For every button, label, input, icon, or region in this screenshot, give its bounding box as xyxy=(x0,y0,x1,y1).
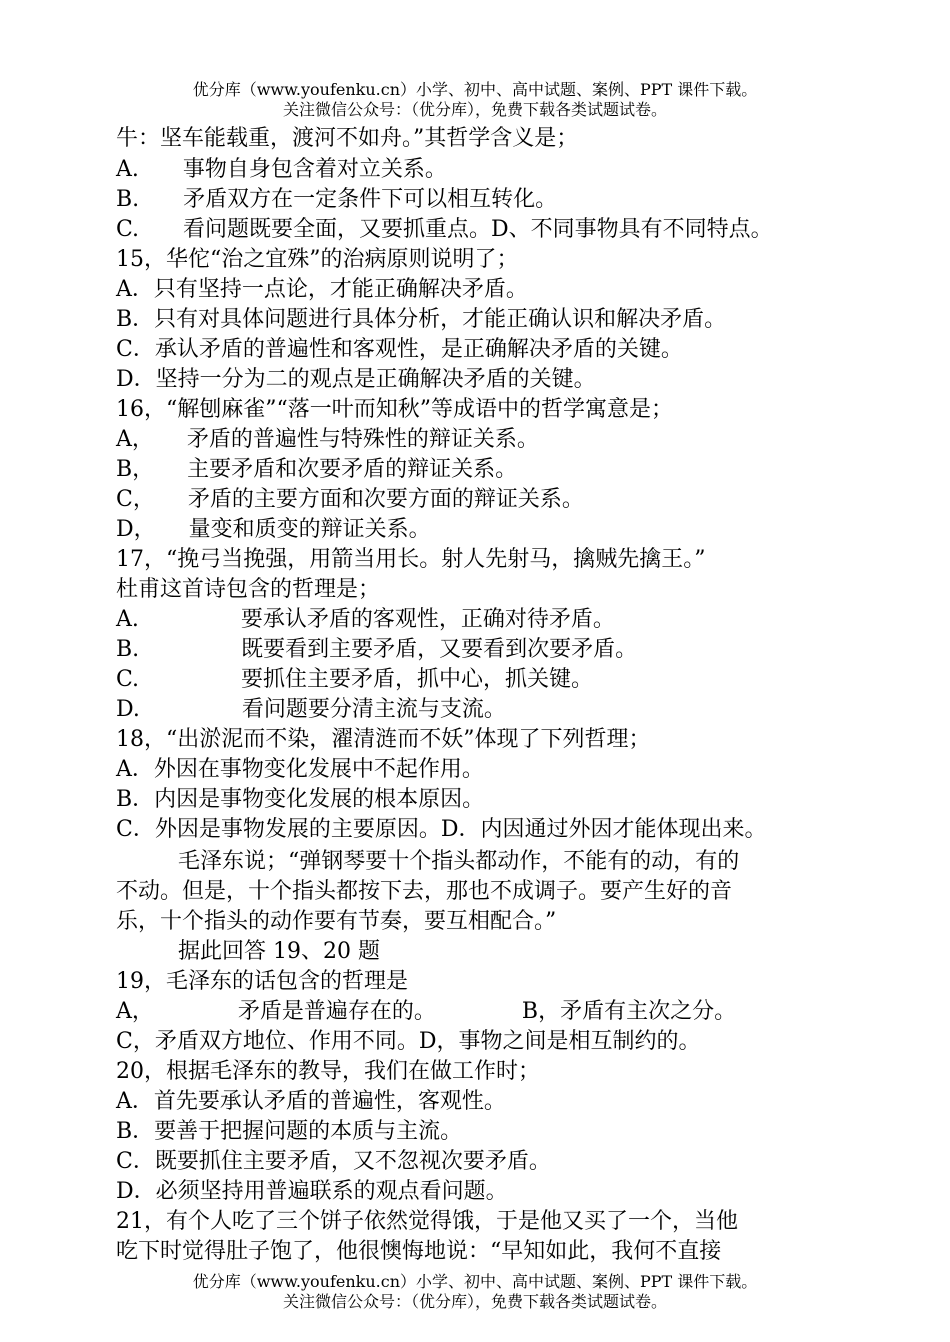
option-text: 矛盾是普遍存在的。 xyxy=(237,999,436,1024)
option-line: C．既要抓住主要矛盾，又不忽视次要矛盾。 xyxy=(116,1149,551,1174)
option-text: 要抓住主要矛盾，抓中心，抓关键。 xyxy=(241,667,594,692)
option-label: A. xyxy=(116,607,139,632)
footer-line-1: 优分库（www.youfenku.cn）小学、初中、高中试题、案例、PPT 课件下载。 xyxy=(192,1272,758,1291)
passage-instruction xyxy=(116,937,856,967)
option-text: B，矛盾有主次之分。 xyxy=(521,999,737,1024)
option-label: A， xyxy=(116,999,154,1024)
q17-option-d xyxy=(116,695,856,725)
passage-line: 乐，十个指头的动作要有节奏，要互相配合。” xyxy=(116,909,557,934)
option-line: C. 看问题既要全面，又要抓重点。D、不同事物具有不同特点。 xyxy=(116,217,773,242)
option-line: A. 事物自身包含着对立关系。 xyxy=(116,157,447,182)
page-footer xyxy=(0,1272,950,1312)
option-line: A， 矛盾的普遍性与特殊性的辩证关系。 xyxy=(116,427,539,452)
option-line: B．只有对具体问题进行具体分析，才能正确认识和解决矛盾。 xyxy=(116,307,727,332)
option-line: A．首先要承认矛盾的普遍性，客观性。 xyxy=(116,1089,506,1114)
option-line: C， 矛盾的主要方面和次要方面的辩证关系。 xyxy=(116,487,584,512)
question-stem: 19，毛泽东的话包含的哲理是 xyxy=(116,969,408,994)
option-line: B. 矛盾双方在一定条件下可以相互转化。 xyxy=(116,187,558,212)
text-line: 牛：坚车能载重，渡河不如舟。”其哲学含义是； xyxy=(116,126,579,151)
option-label: B. xyxy=(116,637,140,662)
header-line-1: 优分库（www.youfenku.cn）小学、初中、高中试题、案例、PPT 课件下载。 xyxy=(192,80,758,99)
passage-text: 据此回答 19、20 题 xyxy=(178,939,380,964)
option-line: D， 量变和质变的辩证关系。 xyxy=(116,517,431,542)
q17-option-c xyxy=(116,665,856,695)
option-line: B．要善于把握问题的本质与主流。 xyxy=(116,1119,463,1144)
question-stem: 15，华佗“治之宜殊”的治病原则说明了； xyxy=(116,247,519,272)
question-stem: 20，根据毛泽东的教导，我们在做工作时； xyxy=(116,1059,540,1084)
option-line: B．内因是事物变化发展的根本原因。 xyxy=(116,787,485,812)
header-line-2: 关注微信公众号：（优分库），免费下载各类试题试卷。 xyxy=(282,100,667,119)
page-header xyxy=(0,80,950,120)
question-stem: 18，“出淤泥而不染，濯清涟而不妖”体现了下列哲理； xyxy=(116,727,651,752)
option-text: 要承认矛盾的客观性，正确对待矛盾。 xyxy=(240,607,615,632)
option-line: D．坚持一分为二的观点是正确解决矛盾的关键。 xyxy=(116,367,596,392)
passage-text: 毛泽东说；“弹钢琴要十个指头都动作，不能有的动，有的 xyxy=(178,849,740,874)
option-line: D．必须坚持用普遍联系的观点看问题。 xyxy=(116,1179,508,1204)
option-line: C．承认矛盾的普遍性和客观性，是正确解决矛盾的关键。 xyxy=(116,337,683,362)
passage-line xyxy=(116,847,856,877)
option-line: B， 主要矛盾和次要矛盾的辩证关系。 xyxy=(116,457,518,482)
footer-line-2: 关注微信公众号：（优分库），免费下载各类试题试卷。 xyxy=(282,1292,667,1311)
option-line: A．只有坚持一点论，才能正确解决矛盾。 xyxy=(116,277,528,302)
option-text: 看问题要分清主流与支流。 xyxy=(241,697,506,722)
option-label: C. xyxy=(116,667,140,692)
q19-options-ab xyxy=(116,997,856,1027)
question-stem: 17，“挽弓当挽强，用箭当用长。射人先射马，擒贼先擒王。” xyxy=(116,547,706,572)
option-line: C．外因是事物发展的主要原因。D．内因通过外因才能体现出来。 xyxy=(116,817,767,842)
q17-option-b xyxy=(116,635,856,665)
passage-line: 不动。但是，十个指头都按下去，那也不成调子。要产生好的音 xyxy=(116,879,733,904)
question-stem: 16，“解刨麻雀”“落一叶而知秋”等成语中的哲学寓意是； xyxy=(116,397,673,422)
q17-option-a xyxy=(116,605,856,635)
option-line: A．外因在事物变化发展中不起作用。 xyxy=(116,757,484,782)
question-stem-cont: 杜甫这首诗包含的哲理是； xyxy=(116,577,381,602)
option-label: D. xyxy=(116,697,140,722)
q19-options-cd: C，矛盾双方地位、作用不同。D，事物之间是相互制约的。 xyxy=(116,1029,701,1054)
question-stem-cont: 吃下时觉得肚子饱了，他很懊悔地说：“早知如此，我何不直接 xyxy=(116,1239,722,1264)
option-text: 既要看到主要矛盾，又要看到次要矛盾。 xyxy=(241,637,638,662)
question-stem: 21，有个人吃了三个饼子依然觉得饿，于是他又买了一个，当他 xyxy=(116,1209,738,1234)
